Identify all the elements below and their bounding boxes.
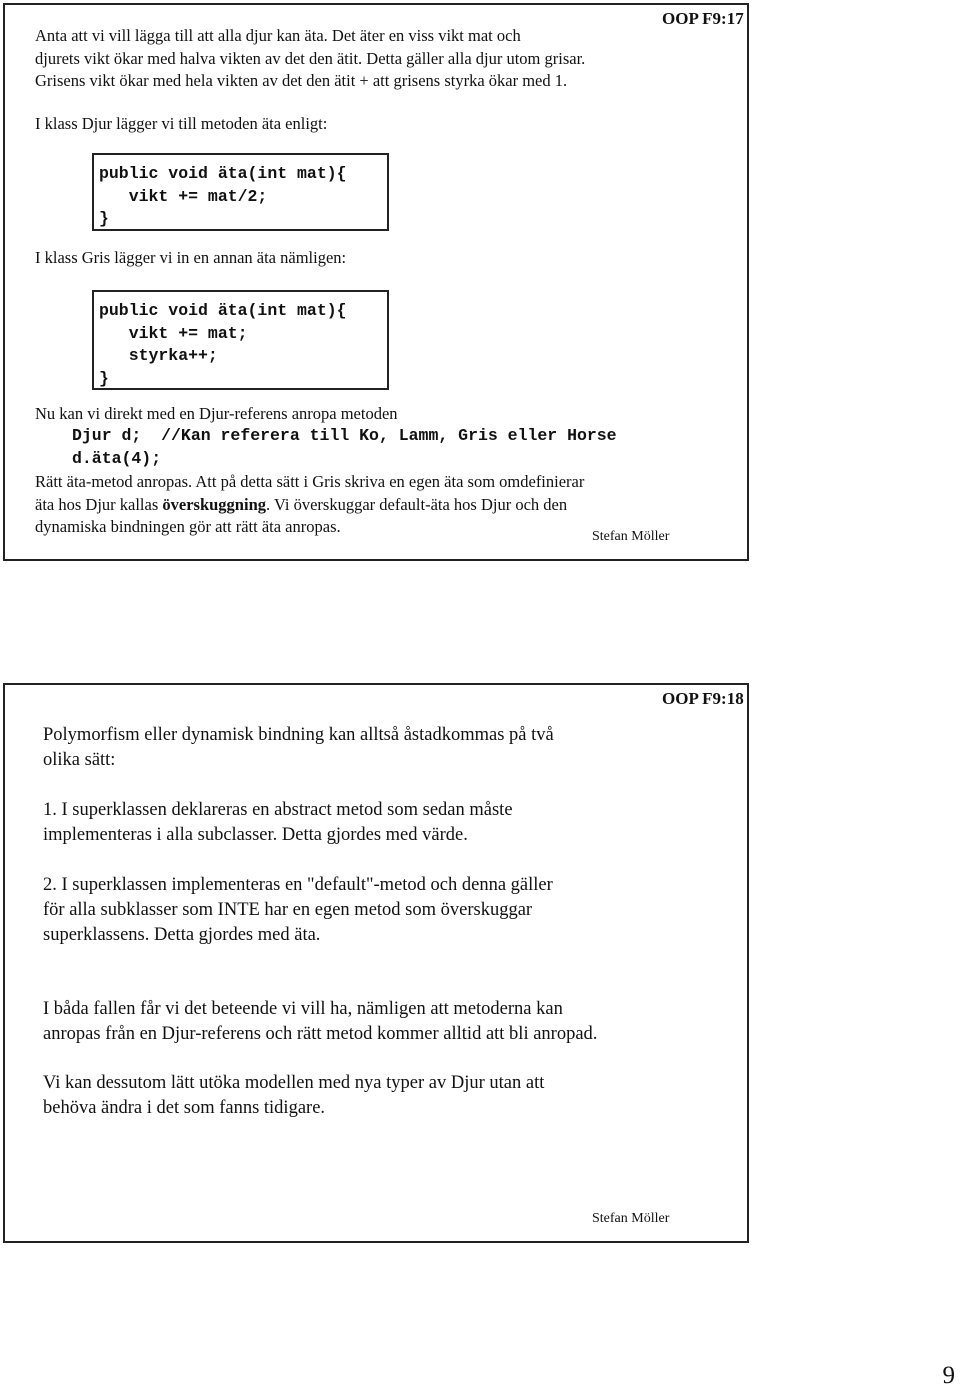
author: Stefan Möller <box>592 1211 670 1226</box>
djur-label: I klass Djur lägger vi till metoden äta enligt: <box>35 114 328 133</box>
intro-paragraph <box>35 25 585 93</box>
text-line: behöva ändra i det som fanns tidigare. <box>43 1098 326 1118</box>
explanation-paragraph <box>35 471 584 539</box>
code-line: } <box>99 368 109 388</box>
term-overskuggning: överskuggning <box>162 494 266 514</box>
code-call <box>72 425 617 470</box>
slide-tag: OOP F9:17 <box>662 9 744 28</box>
text-run: . Vi överskuggar default-äta hos Djur och den <box>266 494 568 514</box>
text-line: Polymorfism eller dynamisk bindning kan alltså åstadkommas på två <box>43 725 554 745</box>
code-line: styrka++; <box>99 346 218 365</box>
text-line: olika sätt: <box>43 750 116 770</box>
text-line: I båda fallen får vi det beteende vi vill ha, nämligen att metoderna kan <box>43 999 563 1019</box>
code-block-gris <box>92 290 389 390</box>
extension-paragraph <box>43 1071 544 1121</box>
text-line: superklassens. Detta gjordes med äta. <box>43 925 321 945</box>
conclusion-paragraph <box>43 997 597 1047</box>
text-line: 2. I superklassen implementeras en "default"-metod och denna gäller <box>43 875 553 895</box>
explanation-line: Rätt äta-metod anropas. Att på detta sätt i Gris skriva en egen äta som omdefinierar <box>35 472 585 491</box>
reference-text: Nu kan vi direkt med en Djur-referens anropa metoden <box>35 404 398 423</box>
code-line: } <box>99 209 109 228</box>
text-line: anropas från en Djur-referens och rätt metod kommer alltid att bli anropad. <box>43 1024 598 1044</box>
list-item-2 <box>43 873 553 948</box>
page-number: 9 <box>942 1362 955 1389</box>
explanation-line: dynamiska bindningen gör att rätt äta anropas. <box>35 517 341 536</box>
author: Stefan Möller <box>592 529 670 544</box>
code-line: public void äta(int mat){ <box>99 301 347 320</box>
text-line: 1. I superklassen deklareras en abstract metod som sedan måste <box>43 800 513 820</box>
code-block-djur <box>92 153 389 231</box>
gris-label: I klass Gris lägger vi in en annan äta nämligen: <box>35 248 347 267</box>
list-item-1 <box>43 798 513 848</box>
text-line: för alla subklasser som INTE har en egen metod som överskuggar <box>43 900 533 920</box>
code-line: vikt += mat/2; <box>99 186 268 206</box>
polymorphism-paragraph <box>43 723 554 773</box>
text-line: Vi kan dessutom lätt utöka modellen med nya typer av Djur utan att <box>43 1073 545 1093</box>
slide-f9-18 <box>3 683 749 1243</box>
text-line: implementeras i alla subclasser. Detta gjordes med värde. <box>43 825 468 845</box>
slide-tag: OOP F9:18 <box>662 689 744 708</box>
code-line: Djur d; //Kan referera till Ko, Lamm, Gris eller Horse <box>72 426 617 445</box>
code-line: public void äta(int mat){ <box>99 164 347 183</box>
intro-line: djurets vikt ökar med halva vikten av det den ätit. Detta gäller alla djur utom grisar. <box>35 48 586 68</box>
intro-line: Anta att vi vill lägga till att alla djur kan äta. Det äter en viss vikt mat och <box>35 26 521 45</box>
slide-f9-17 <box>3 3 749 561</box>
code-line: d.äta(4); <box>72 448 162 468</box>
intro-line: Grisens vikt ökar med hela vikten av det den ätit + att grisens styrka ökar med 1. <box>35 71 568 90</box>
text-run: äta hos Djur kallas <box>35 494 163 514</box>
code-line: vikt += mat; <box>99 323 248 343</box>
explanation-line <box>35 494 584 517</box>
